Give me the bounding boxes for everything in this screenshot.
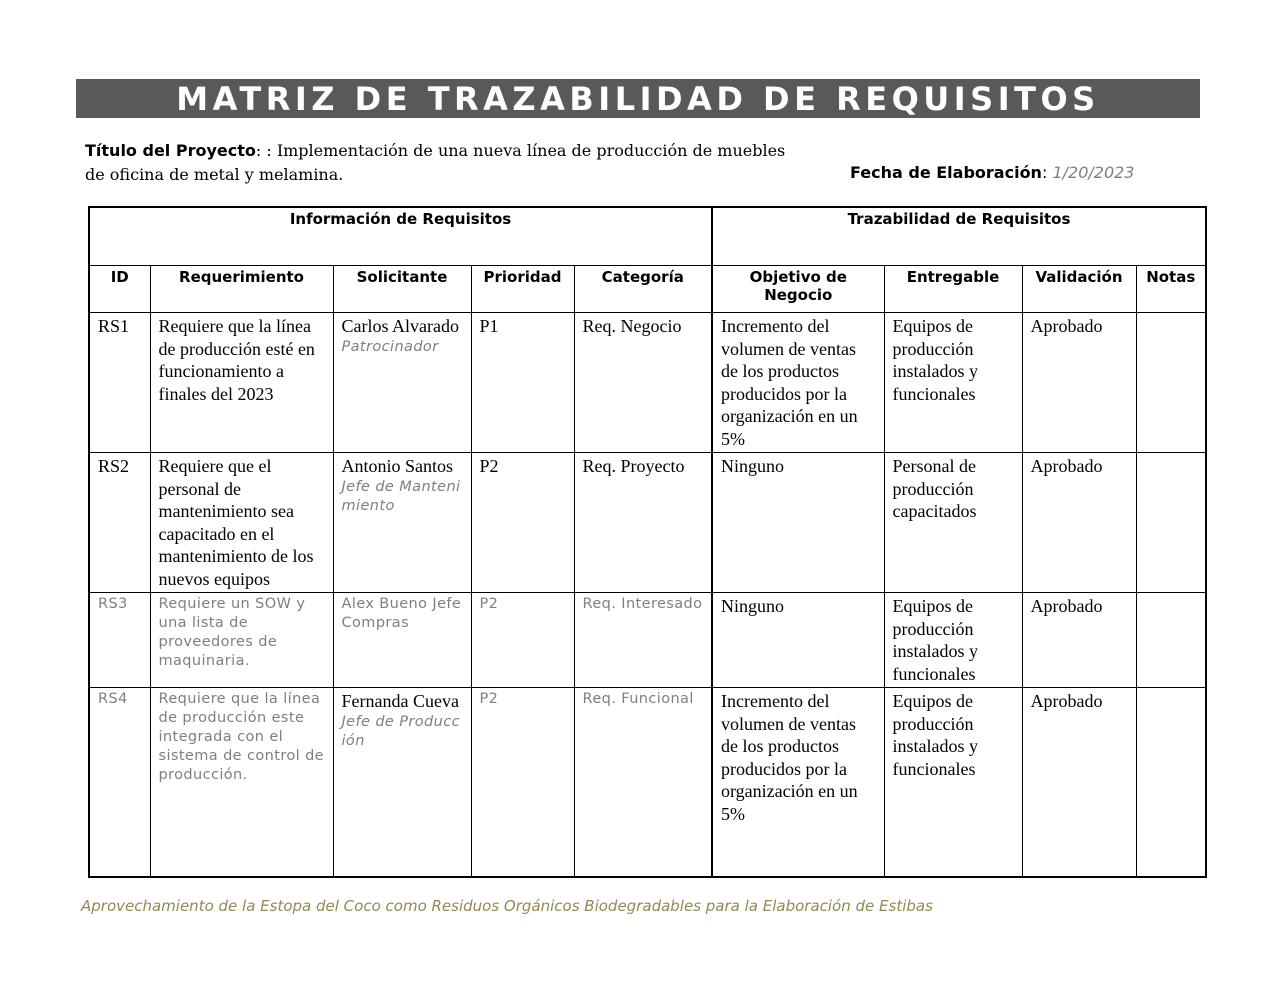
cell-validation: Aprobado — [1022, 313, 1136, 453]
column-header-row — [89, 266, 1206, 313]
cell-priority: P2 — [471, 453, 574, 593]
cell-priority: P2 — [471, 688, 574, 877]
traceability-table — [88, 206, 1207, 878]
table-row — [89, 593, 1206, 688]
project-label: Título del Proyecto — [85, 141, 256, 160]
cell-deliverable: Equipos de producción instalados y funcionales — [884, 313, 1022, 453]
cell-validation: Aprobado — [1022, 453, 1136, 593]
cell-deliverable: Personal de producción capacitados — [884, 453, 1022, 593]
cell-requirement: Requiere que el personal de mantenimiento sea capacitado en el mantenimiento de los nuevos equipos — [150, 453, 333, 593]
cell-id: RS2 — [89, 453, 150, 593]
col-header-requester: Solicitante — [333, 266, 471, 313]
col-header-category: Categoría — [574, 266, 712, 313]
requester-name: Carlos Alvarado — [341, 316, 459, 336]
cell-id: RS4 — [89, 688, 150, 877]
group-requirements-trace: Trazabilidad de Requisitos — [712, 207, 1206, 266]
cell-id: RS1 — [89, 313, 150, 453]
cell-category: Req. Negocio — [574, 313, 712, 453]
project-info — [85, 139, 805, 187]
cell-priority: P1 — [471, 313, 574, 453]
requester-name: Fernanda Cueva — [341, 691, 459, 711]
group-header-row — [89, 207, 1206, 266]
requester-role: Patrocinador — [341, 338, 439, 355]
cell-requester — [333, 453, 471, 593]
cell-validation: Aprobado — [1022, 593, 1136, 688]
cell-deliverable: Equipos de producción instalados y funcionales — [884, 593, 1022, 688]
requester-role: Jefe de Mantenimiento — [341, 478, 461, 514]
cell-id: RS3 — [89, 593, 150, 688]
date-info — [850, 161, 1134, 184]
group-requirements-info: Información de Requisitos — [89, 207, 712, 266]
table-row — [89, 453, 1206, 593]
date-separator: : — [1041, 163, 1053, 182]
cell-objective: Incremento del volumen de ventas de los productos producidos por la organización en un 5% — [712, 313, 884, 453]
table-row — [89, 688, 1206, 877]
cell-category: Req. Proyecto — [574, 453, 712, 593]
page-footer: Aprovechamiento de la Estopa del Coco como Residuos Orgánicos Biodegradables para la Elaboración de Estibas — [81, 897, 933, 915]
cell-requester — [333, 688, 471, 877]
col-header-validation: Validación — [1022, 266, 1136, 313]
cell-notes — [1136, 313, 1206, 453]
table-row — [89, 313, 1206, 453]
col-header-objective: Objetivo de Negocio — [712, 266, 884, 313]
cell-validation: Aprobado — [1022, 688, 1136, 877]
cell-requester — [333, 313, 471, 453]
cell-objective: Ninguno — [712, 593, 884, 688]
cell-requester: Alex Bueno Jefe Compras — [333, 593, 471, 688]
cell-requirement: Requiere que la línea de producción este integrada con el sistema de control de producción. — [150, 688, 333, 877]
col-header-priority: Prioridad — [471, 266, 574, 313]
col-header-id: ID — [89, 266, 150, 313]
cell-priority: P2 — [471, 593, 574, 688]
cell-notes — [1136, 688, 1206, 877]
col-header-deliverable: Entregable — [884, 266, 1022, 313]
col-header-notes: Notas — [1136, 266, 1206, 313]
requester-name: Antonio Santos — [341, 456, 454, 476]
col-header-requirement: Requerimiento — [150, 266, 333, 313]
cell-objective: Incremento del volumen de ventas de los productos producidos por la organización en un 5% — [712, 688, 884, 877]
project-title: Implementación de una nueva línea de producción de muebles de oficina de metal y melamina. — [85, 141, 786, 184]
cell-requirement: Requiere que la línea de producción esté en funcionamiento a finales del 2023 — [150, 313, 333, 453]
cell-objective: Ninguno — [712, 453, 884, 593]
cell-category: Req. Funcional — [574, 688, 712, 877]
requester-role: Jefe de Producción — [341, 713, 460, 749]
cell-notes — [1136, 453, 1206, 593]
document-title: MATRIZ DE TRAZABILIDAD DE REQUISITOS — [76, 79, 1200, 118]
cell-category: Req. Interesado — [574, 593, 712, 688]
project-separator: : : — [255, 141, 277, 160]
date-value: 1/20/2023 — [1052, 163, 1135, 182]
cell-notes — [1136, 593, 1206, 688]
cell-requirement: Requiere un SOW y una lista de proveedores de maquinaria. — [150, 593, 333, 688]
cell-deliverable: Equipos de producción instalados y funcionales — [884, 688, 1022, 877]
date-label: Fecha de Elaboración — [850, 163, 1042, 182]
